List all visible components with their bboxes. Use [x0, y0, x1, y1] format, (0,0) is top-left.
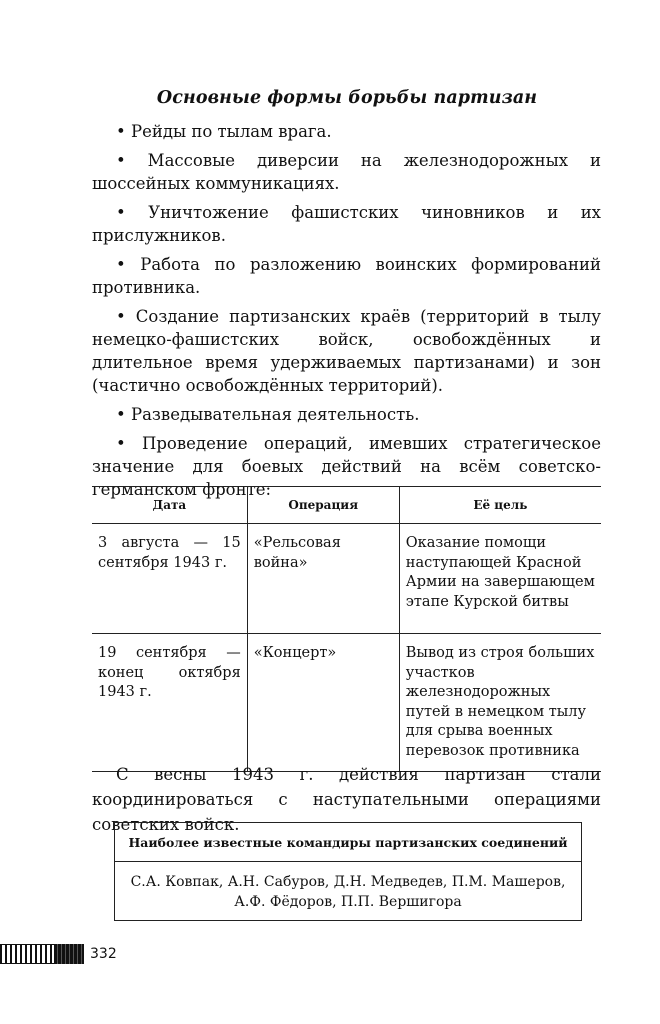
commanders-list: С.А. Ковпак, А.Н. Сабуров, Д.Н. Медведев, П.М. Машеров, А.Ф. Фёдоров, П.П. Вершигора [130, 874, 566, 910]
table-row [92, 634, 601, 772]
page-edge-marker-solid [54, 944, 84, 964]
cell-operation: «Концерт» [247, 634, 399, 772]
table-row [92, 524, 601, 634]
coordination-paragraph: С весны 1943 г. действия партизан стали координироваться с наступательными операциями советских войск. [92, 765, 601, 834]
list-item: • Создание партизанских краёв (территорий в тылу немецко-фашистских войск, освобождённых и длительное время удерживаемых партизанами) и зон (частично освобождённых территорий). [92, 307, 601, 395]
page-number: 332 [90, 946, 117, 962]
operations-table [92, 486, 601, 772]
list-item: • Массовые диверсии на железнодорожных и шоссейных коммуникациях. [92, 151, 601, 193]
list-item: • Работа по разложению воинских формирований противника. [92, 255, 601, 297]
list-item: • Проведение операций, имевших стратегическое значение для боевых действий на всём советско-германском фронте: [92, 434, 601, 499]
column-header-goal: Её цель [399, 487, 601, 524]
section-heading: Основные формы борьбы партизан [156, 88, 538, 108]
list-item: • Рейды по тылам врага. [116, 122, 332, 141]
cell-operation: «Рельсовая война» [247, 524, 399, 634]
list-item: • Уничтожение фашистских чиновников и их прислужников. [92, 203, 601, 245]
column-header-date: Дата [92, 487, 247, 524]
column-header-operation: Операция [247, 487, 399, 524]
cell-date: 3 августа — 15 сентября 1943 г. [92, 524, 247, 634]
cell-goal: Вывод из строя больших участков железнодорожных путей в немецком тылу для срыва военных перевозок противника [399, 634, 601, 772]
table-header-row [92, 487, 601, 524]
list-item: • Разведывательная деятельность. [116, 405, 420, 424]
cell-goal: Оказание помощи наступающей Красной Армии на завершающем этапе Курской битвы [399, 524, 601, 634]
forms-of-struggle-list [92, 120, 601, 507]
commanders-box [114, 822, 582, 921]
commanders-box-title: Наиболее известные командиры партизанских соединений [115, 823, 581, 862]
cell-date: 19 сентября — конец октября 1943 г. [92, 634, 247, 772]
